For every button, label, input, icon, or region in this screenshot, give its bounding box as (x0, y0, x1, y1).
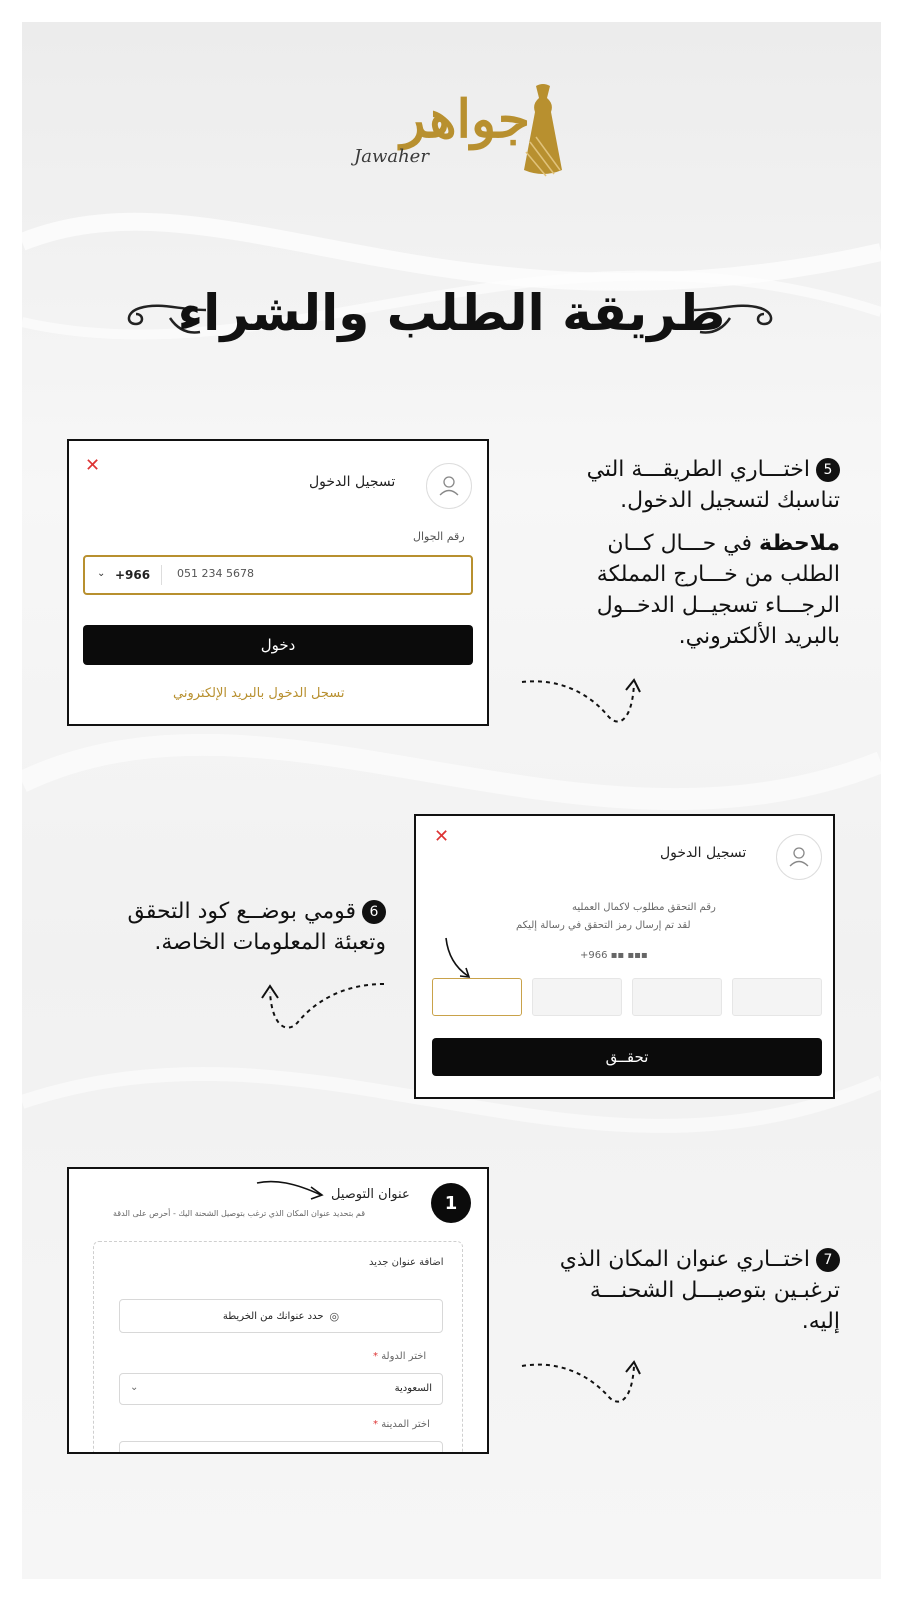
step-7-number: 7 (816, 1248, 840, 1272)
location-pin-icon: ◎ (329, 1309, 340, 1323)
step-7-line1: اختــاري عنوان المكان الذي (559, 1247, 810, 1272)
phone-input[interactable]: 051 234 5678 (177, 567, 254, 580)
otp-title: تسجيل الدخول (660, 845, 747, 861)
login-card (67, 439, 489, 726)
phone-label: رقم الجوال (413, 530, 465, 543)
chevron-down-icon: ⌄ (97, 568, 106, 579)
country-select[interactable] (119, 1373, 443, 1405)
otp-info-line1: رقم التحقق مطلوب لاكمال العمليه (572, 902, 716, 913)
add-new-address[interactable]: اضافة عنوان جديد (369, 1257, 444, 1268)
otp-phone-mask: +966 ▪▪ ▪▪▪ (580, 950, 648, 961)
right-ornament-icon (690, 290, 780, 340)
otp-digit-2[interactable] (532, 978, 622, 1016)
address-title: عنوان التوصيل (331, 1187, 410, 1202)
field-divider (161, 565, 162, 585)
arrow-6-icon (258, 978, 388, 1038)
note-line4: بالبريد الألكتروني. (678, 624, 840, 649)
note-label: ملاحظة (759, 531, 840, 556)
note-line2: الطلب من خـــارج المملكة (596, 562, 840, 587)
city-select[interactable] (119, 1441, 443, 1454)
close-icon[interactable]: ✕ (85, 455, 101, 476)
step-5-line1: اختـــاري الطريقـــة التي (586, 457, 810, 482)
note-line3: الرجـــاء تسجيــل الدخــول (596, 593, 840, 618)
step-7-line3: إليه. (801, 1309, 840, 1334)
arrow-7-icon (518, 1352, 648, 1412)
otp-digit-1[interactable] (432, 978, 522, 1016)
step-6-line1: قومي بوضــع كود التحقق (127, 899, 356, 924)
step-5-number: 5 (816, 458, 840, 482)
step-5-line2: تناسبك لتسجيل الدخول. (620, 488, 840, 513)
page-title: طريقة الطلب والشراء (177, 284, 726, 342)
map-button-label: حدد عنوانك من الخريطة (222, 1310, 324, 1322)
user-avatar-icon (776, 834, 822, 880)
pointer-arrow-icon (255, 1175, 327, 1201)
login-button[interactable]: دخول (83, 625, 473, 665)
chevron-down-icon: ⌄ (130, 1382, 139, 1393)
country-code[interactable]: +966 (115, 568, 151, 582)
user-avatar-icon (426, 463, 472, 509)
email-login-link[interactable]: تسجل الدخول بالبريد الإلكتروني (173, 686, 345, 701)
address-subtitle: قم بتحديد عنوان المكان الذي ترغب بتوصيل الشحنة اليك - أحرص على الدقة (113, 1209, 366, 1218)
verify-button[interactable]: تحقــق (432, 1038, 822, 1076)
step-6-line2: وتعبئة المعلومات الخاصة. (154, 930, 386, 955)
step-7-line2: ترغبـين بتوصيـــل الشحنـــة (589, 1278, 840, 1303)
logo-english: Jawaher (354, 146, 429, 167)
city-label: اختر المدينة * (373, 1419, 430, 1430)
arrow-5-icon (518, 672, 648, 732)
phone-field[interactable] (83, 555, 473, 595)
step-7-text (502, 1244, 840, 1337)
country-value: السعودية (394, 1383, 432, 1394)
otp-digit-3[interactable] (632, 978, 722, 1016)
infographic-page (22, 22, 881, 1579)
address-card (67, 1167, 489, 1454)
pointer-arrow-icon (438, 936, 478, 982)
step-6-number: 6 (362, 900, 386, 924)
otp-card (414, 814, 835, 1099)
otp-info-line2: لقد تم إرسال رمز التحقق في رسالة إليكم (516, 920, 691, 931)
map-select-button[interactable] (119, 1299, 443, 1333)
step-6-text (52, 896, 386, 958)
step-1-badge: 1 (431, 1183, 471, 1223)
otp-digit-4[interactable] (732, 978, 822, 1016)
logo-arabic: جواهر (400, 89, 530, 150)
close-icon[interactable]: ✕ (434, 826, 450, 847)
country-label: اختر الدولة * (373, 1351, 427, 1362)
note-line1: في حـــال كــان (607, 531, 753, 556)
jawaher-logo (340, 80, 570, 180)
login-title: تسجيل الدخول (309, 474, 396, 490)
step-5-text (502, 454, 840, 652)
